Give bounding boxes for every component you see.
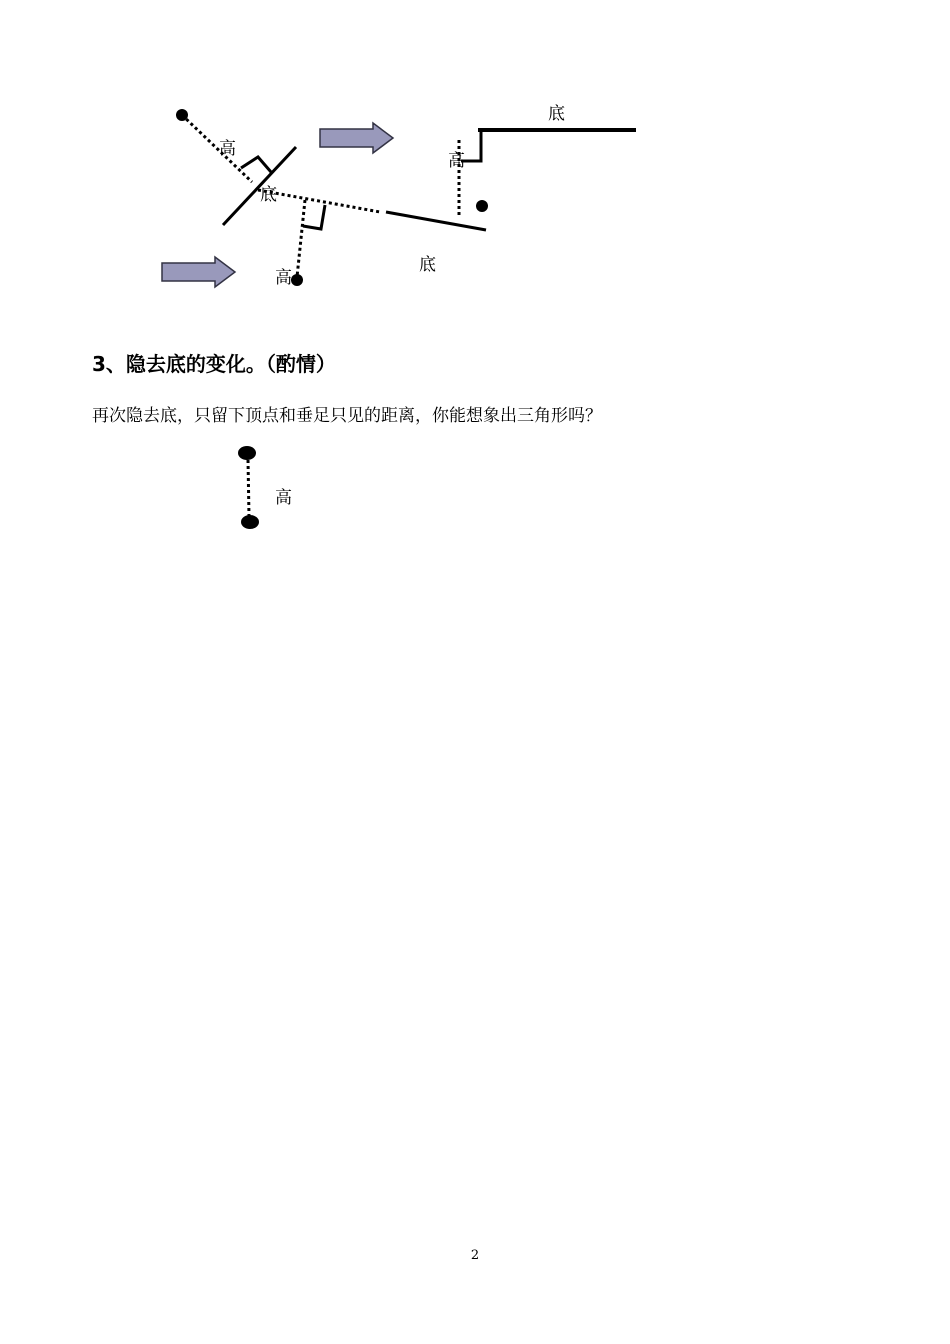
page-number: 2 (470, 1248, 480, 1263)
height-label: 高 (275, 488, 292, 508)
vertex-dot (238, 446, 256, 460)
altitude-only-diagram (200, 440, 340, 540)
right-angle-marker (303, 205, 325, 229)
slanted-figure (176, 109, 296, 225)
arrow-right-icon (320, 123, 393, 153)
height-label: 高 (219, 139, 236, 159)
altitude-transform-diagram (0, 0, 950, 320)
base-label: 底 (548, 104, 565, 124)
base-line (386, 212, 486, 230)
height-label: 高 (448, 151, 465, 171)
base-label: 底 (260, 185, 277, 205)
altitude-dotted-line (182, 115, 252, 182)
vertex-dot (291, 274, 303, 286)
right-angle-marker (241, 157, 271, 172)
base-label: 底 (419, 255, 436, 275)
foot-dot (241, 515, 259, 529)
vertex-dot (476, 200, 488, 212)
question-text: 再次隐去底，只留下顶点和垂足只见的距离，你能想象出三角形吗？ (92, 406, 602, 426)
height-label: 高 (275, 268, 292, 288)
horizontal-base-figure (448, 104, 636, 217)
extended-base-figure (258, 190, 486, 288)
arrow-right-icon (162, 257, 235, 287)
altitude-dotted-line (297, 200, 305, 277)
section-heading: 3、隐去底的变化。（酌情） (92, 352, 336, 376)
altitude-dotted-line (248, 460, 249, 516)
